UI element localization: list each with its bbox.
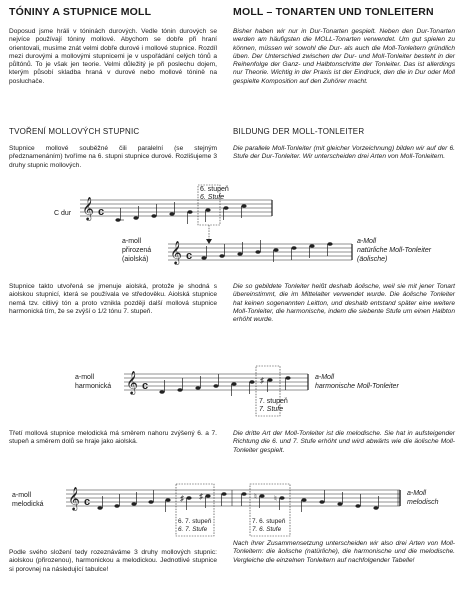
title-cz: TÓNINY A STUPNICE MOLL — [9, 6, 152, 18]
de-subheading: BILDUNG DER MOLL-TONLEITER — [233, 127, 365, 136]
ex3-melodic-label-de: melodisch — [407, 499, 439, 506]
ex3-box2-label-cz: 7. 6. stupeň — [252, 518, 286, 525]
svg-text:♮: ♮ — [254, 492, 257, 501]
ex1-aeolian-label-cz: (aiolská) — [122, 256, 149, 263]
ex3-box1-label-de: 6. 7. Stufe — [178, 526, 208, 533]
ex2-amoll-label-cz: a-moll — [75, 374, 95, 381]
svg-text:c: c — [84, 496, 91, 508]
treble-clef-icon: 𝄞 — [82, 198, 94, 220]
ex3-melodic-label-cz: melodická — [12, 501, 44, 508]
ex1-amoll-label-de: a-Moll — [357, 238, 377, 245]
cz-paragraph-aeolian: Stupnice takto utvořená se jmenuje aiolská, protože je shodná s aiolskou stupnicí, která se používala ve středověku. Aiolská stupnice nemá tzv. citlivý tón a proto vznikla později další mollová stupnice harmonická tím, že se zvýší o 1/2 tónu 7. stupeň. — [9, 283, 217, 315]
de-paragraph-melodic: Die dritte Art der Moll-Tonleiter ist die melodische. Sie hat in aufsteigender Richtung die 6. und 7. Stufe erhöht und wird abwärts wie die äolische Moll-Tonleiter gespielt. — [233, 430, 455, 454]
svg-text:♮: ♮ — [274, 494, 277, 503]
ex3-amoll-label-de: a-Moll — [407, 490, 427, 497]
example-melodic-notation — [0, 470, 465, 542]
example-aeolian-notation — [0, 180, 465, 280]
ex1-natural-label-cz: přirozená — [122, 247, 152, 254]
ex3-box1-label-cz: 6. 7. stupeň — [178, 518, 212, 525]
ex1-amoll-label-cz: a-moll — [122, 238, 142, 245]
ex2-amoll-label-de: a-Moll — [315, 374, 335, 381]
treble-clef-icon: 𝄞 — [68, 488, 80, 510]
svg-text:c: c — [186, 250, 193, 262]
svg-text:♯: ♯ — [180, 494, 184, 503]
cz-paragraph-parallel: Stupnice mollové souběžné čili paralelní (se stejným předznamenáním) tvoříme na 6. stupni stupnice durové. Rozlišujeme 3 druhy stupnic mollových. — [9, 145, 217, 169]
svg-text:♯: ♯ — [260, 376, 264, 385]
treble-clef-icon: 𝄞 — [126, 372, 138, 394]
de-paragraph-intro: Bisher haben wir nur in Dur-Tonarten gespielt. Neben den Dur-Tonarten werden am häufigsten die MOLL-Tonarten verwendet. Um gut spielen zu können, müssen wir sowohl die Dur- als auch die Moll-Tonleitern gründlich üben. Der Unterschied zwischen der Dur- und Moll-Tonleiter besteht in der Reihenfolge der Ganz- und Halbtonschritte der Tonleiter. Das ist allerdings nur Theorie. Wichtig in der Praxis ist der Eindruck, den die in Dur oder Moll gespielte Komposition auf den Zuhörer macht. — [233, 28, 455, 85]
ex1-box-label-cz: 6. stupeň — [200, 186, 229, 193]
de-paragraph-summary: Nach ihrer Zusammensetzung unterscheiden wir also drei Arten von Moll-Tonleitern: die äolische (natürliche), die harmonische und die melodische. Vergleiche die einzelnen Tonleitern auf nachfolgender Tabelle! — [233, 540, 455, 564]
ex1-box-label-de: 6. Stufe — [200, 194, 225, 201]
treble-clef-icon: 𝄞 — [170, 242, 182, 264]
ex1-aeolian-label-de: (äolische) — [357, 256, 388, 263]
de-paragraph-aeolian: Die so gebildete Tonleiter heißt deshalb äolische, weil sie mit jener Tonart übereinstimmt, die im Mittelalter verwendet wurde. Die äolische Tonleiter hat keinen sogenannten Leitton, und deshalb entstand später eine weitere Moll-Tonleiter, die harmonische, indem die siebente Stufe um einen Halbton erhöht wurde. — [233, 283, 455, 324]
de-paragraph-parallel: Die parallele Moll-Tonleiter (mit gleicher Vorzeichnung) bilden wir auf der 6. Stufe der Dur-Tonleiter. Wir unterscheiden drei Arten von Moll-Tonleitern. — [233, 145, 455, 161]
ex1-cdur-label: C dur — [54, 210, 72, 217]
ex2-box-label-de: 7. Stufe — [259, 406, 284, 413]
ex3-amoll-label-cz: a-moll — [12, 492, 32, 499]
cz-paragraph-melodic: Třetí mollová stupnice melodická má směrem nahoru zvýšený 6. a 7. stupeň a směrem dolů se hraje jako aiolská. — [9, 430, 217, 446]
ex2-harmonic-label-de: harmonische Moll-Tonleiter — [315, 383, 399, 390]
ex2-harmonic-label-cz: harmonická — [75, 383, 112, 390]
ex3-box2-label-de: 7. 6. Stufe — [252, 526, 282, 533]
svg-text:♯: ♯ — [199, 492, 203, 501]
ex1-natural-label-de: natürliche Moll-Tonleiter — [357, 247, 432, 254]
title-de: MOLL – TONARTEN UND TONLEITERN — [233, 6, 434, 18]
cz-paragraph-summary: Podle svého složení tedy rozeznáváme 3 druhy mollových stupnic: aiolskou (přirozenou), harmonickou a melodickou. Jednotlivé stupnice si porovnej na následující tabulce! — [9, 549, 217, 573]
cz-paragraph-intro: Doposud jsme hráli v tóninách durových. Vedle tónin durových se nejvíce používají tóniny mollové. Abychom se dobře při hraní orientovali, musíme znát velmi dobře durové i mollové stupnice. Rozdíl mezi durovými a mollovými stupnicemi je v uspořádání celých tónů a půltónů. To je však jen teorie. Velmi důležitý je při poslechu dojem, kterým působí skladba hraná v durové nebo mollové tónině na posluchače. — [9, 28, 217, 85]
ex2-box-label-cz: 7. stupeň — [259, 398, 288, 405]
svg-text:c: c — [142, 380, 149, 392]
cz-subheading: TVOŘENÍ MOLLOVÝCH STUPNIC — [9, 127, 140, 136]
svg-text:c: c — [98, 206, 105, 218]
